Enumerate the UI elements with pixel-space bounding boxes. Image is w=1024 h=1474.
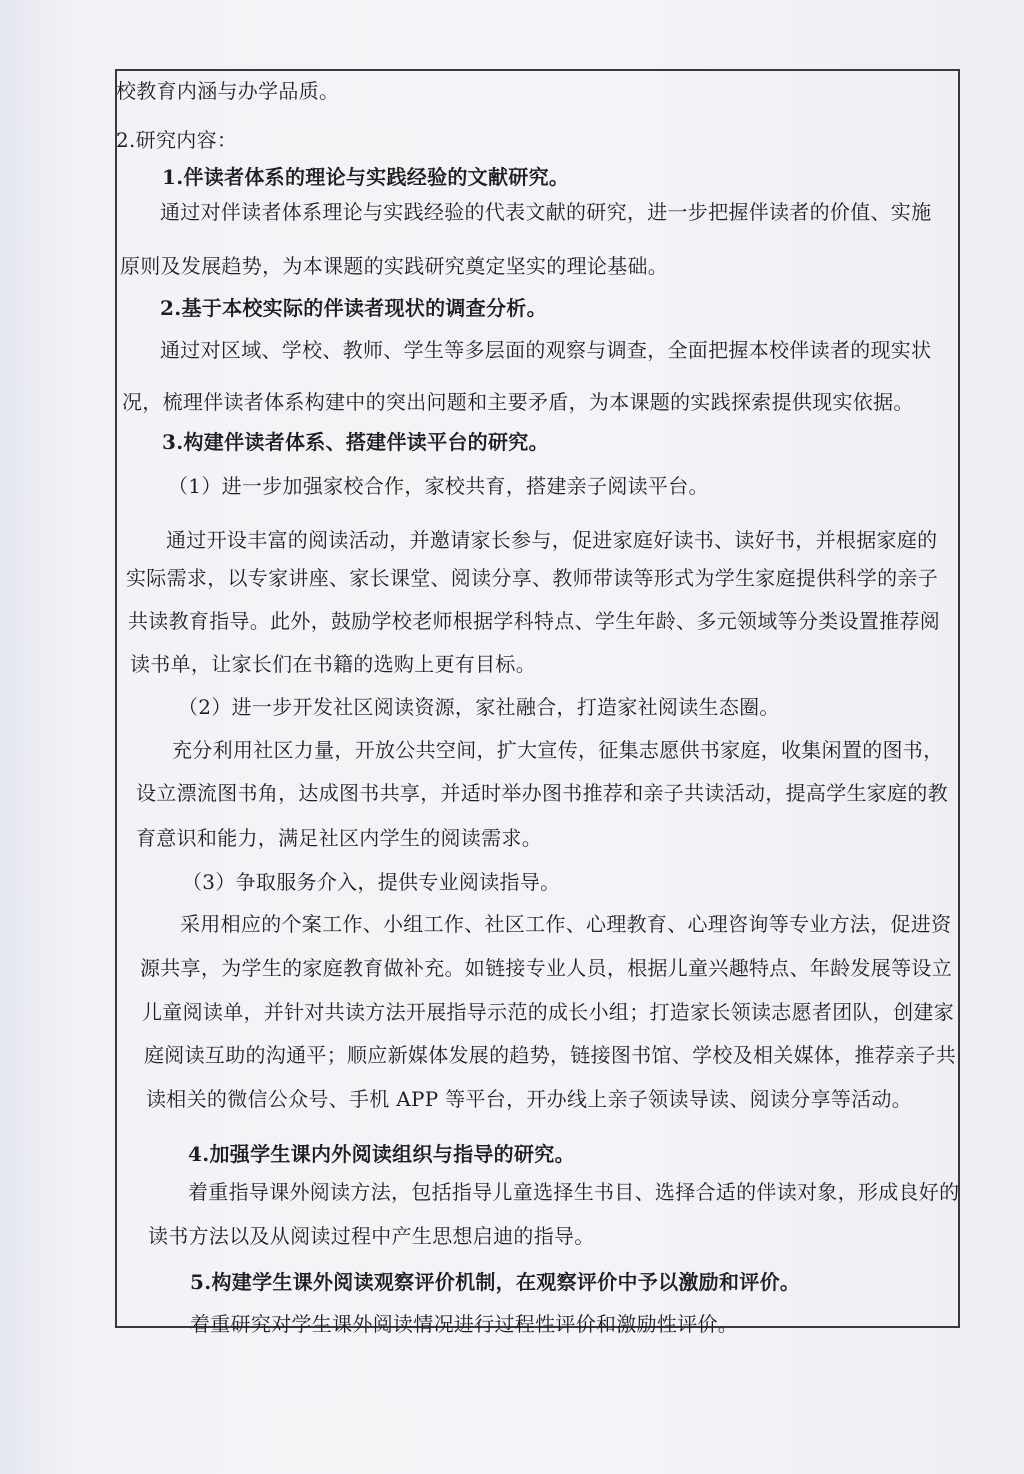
- heading-3: 3.构建伴读者体系、搭建伴读平台的研究。: [162, 430, 549, 454]
- line-16: 充分利用社区力量，开放公共空间，扩大宣传，征集志愿供书家庭，收集闲置的图书，: [172, 738, 944, 762]
- line-7: 通过对区域、学校、教师、学生等多层面的观察与调查，全面把握本校伴读者的现实状: [160, 338, 932, 362]
- subheading-3: （3）争取服务介入，提供专业阅读指导。: [182, 870, 561, 894]
- line-4: 通过对伴读者体系理论与实践经验的代表文献的研究，进一步把握伴读者的价值、实施: [160, 200, 932, 224]
- line-26: 着重指导课外阅读方法，包括指导儿童选择生书目、选择合适的伴读对象，形成良好的: [188, 1180, 960, 1204]
- line-18: 育意识和能力，满足社区内学生的阅读需求。: [136, 826, 542, 850]
- line-24: 读相关的微信公众号、手机 APP 等平台，开办线上亲子领读导读、阅读分享等活动。: [146, 1087, 913, 1111]
- line-22: 儿童阅读单，并针对共读方法开展指导示范的成长小组；打造家长领读志愿者团队，创建家: [142, 1000, 954, 1024]
- heading-4: 4.加强学生课内外阅读组织与指导的研究。: [188, 1142, 575, 1166]
- line-29: 着重研究对学生课外阅读情况进行过程性评价和激励性评价。: [190, 1312, 739, 1336]
- subheading-2: （2）进一步开发社区阅读资源，家社融合，打造家社阅读生态圈。: [178, 695, 780, 719]
- line-13: 共读教育指导。此外，鼓励学校老师根据学科特点、学生年龄、多元领域等分类设置推荐阅: [128, 609, 940, 633]
- line-5: 原则及发展趋势，为本课题的实践研究奠定坚实的理论基础。: [120, 254, 669, 278]
- line-1: 校教育内涵与办学品质。: [116, 79, 340, 103]
- subheading-1: （1）进一步加强家校合作，家校共育，搭建亲子阅读平台。: [168, 474, 709, 498]
- line-23: 庭阅读互助的沟通平；顺应新媒体发展的趋势，链接图书馆、学校及相关媒体，推荐亲子共: [144, 1043, 956, 1067]
- line-14: 读书单，让家长们在书籍的选购上更有目标。: [130, 652, 536, 676]
- heading-1: 1.伴读者体系的理论与实践经验的文献研究。: [162, 165, 570, 189]
- line-11: 通过开设丰富的阅读活动，并邀请家长参与，促进家庭好读书、读好书，并根据家庭的: [166, 528, 938, 552]
- heading-2: 2.基于本校实际的伴读者现状的调查分析。: [160, 296, 547, 320]
- line-21: 源共享，为学生的家庭教育做补充。如链接专业人员，根据儿童兴趣特点、年龄发展等设立: [140, 956, 952, 980]
- heading-5: 5.构建学生课外阅读观察评价机制，在观察评价中予以激励和评价。: [190, 1270, 801, 1294]
- line-17: 设立漂流图书角，达成图书共享，并适时举办图书推荐和亲子共读活动，提高学生家庭的教: [136, 781, 948, 805]
- line-12: 实际需求，以专家讲座、家长课堂、阅读分享、教师带读等形式为学生家庭提供科学的亲子: [126, 566, 938, 590]
- line-8: 况，梳理伴读者体系构建中的突出问题和主要矛盾，为本课题的实践探索提供现实依据。: [122, 390, 914, 414]
- line-20: 采用相应的个案工作、小组工作、社区工作、心理教育、心理咨询等专业方法，促进资: [180, 912, 952, 936]
- line-27: 读书方法以及从阅读过程中产生思想启迪的指导。: [148, 1224, 595, 1248]
- line-2: 2.研究内容：: [116, 128, 238, 152]
